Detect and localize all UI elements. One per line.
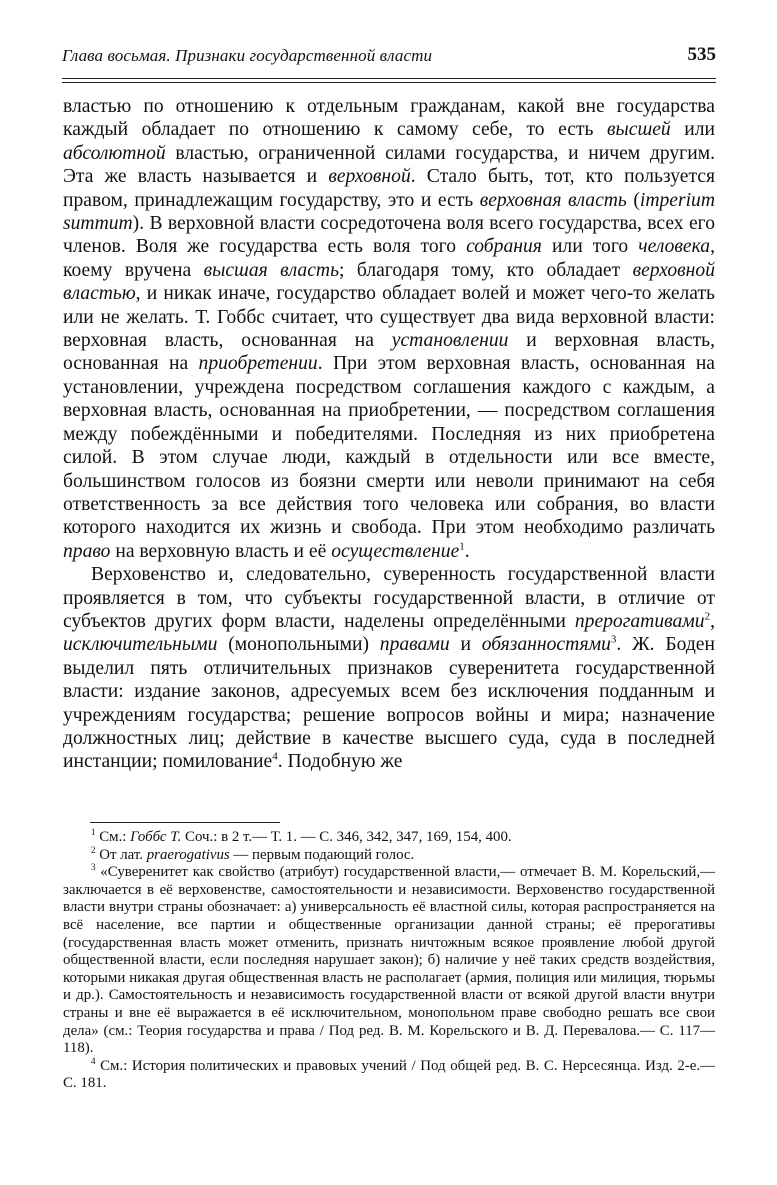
footnote-marker: 3: [91, 862, 96, 873]
text-run: властью, ограниченной силами государства, и ничем другим. Эта же власть называется и: [63, 142, 715, 188]
emphasis-text: прерогативами: [574, 610, 705, 632]
footnote-2: [63, 844, 715, 865]
emphasis-text: imperium summum: [63, 189, 715, 235]
text-run: Соч.: в 2 т.— Т. 1. — С. 346, 342, 347, 169, 154, 400.: [181, 829, 512, 845]
emphasis-text: осуществление: [331, 540, 460, 562]
text-run: или того: [541, 236, 639, 258]
footnote-4: [63, 1055, 715, 1093]
emphasis-text: верховной: [328, 166, 411, 188]
footnote-marker: 2: [91, 844, 96, 855]
chapter-title: Глава восьмая. Признаки государственной власти: [62, 46, 433, 65]
text-run: и верховная власть, основанная на: [63, 330, 715, 375]
text-run: — первым подающий голос.: [229, 846, 415, 863]
emphasis-text: правами: [379, 634, 450, 656]
text-run: .: [464, 540, 470, 562]
emphasis-text: обязанностями: [481, 634, 611, 656]
text-run: (монопольными): [217, 634, 380, 656]
text-run: ,: [710, 610, 715, 632]
emphasis-text: исключительными: [63, 634, 218, 656]
text-run: ). В верховной власти сосредоточена воля всего государства, всех его членов. Воля же государства есть воля того: [63, 213, 715, 258]
text-run: «Суверенитет как свойство (атрибут) государственной власти,— отмечает В. М. Корельский,— заключается в её верховенстве, самостоятельности и независимости. Верховенство государственной власти внутри страны обозначает: а) универсальность её властной силы, которая распространяется на всё население, все партии и общественные организации данной страны; её прерогативы (государственная власть может отменить, признать ничтожным всякое проявление любой другой общественной власти, если последняя нарушает закон); б) наличие у неё таких средств воздействия, которыми никакая другая общественная власть не располагает (армия, полиция или милиция, тюрьмы и др.). Самостоятельность и независимость государственной власти от всякой другой власти внутри страны и вне её выражается в её исключительном, монопольном праве свободно решать все свои дела» (см.: Теория государства и права / Под ред. В. М. Корельского и В. Д. Перевалова.— С. 117—118).: [63, 864, 715, 1057]
text-run: Верховенство и, следовательно, суверенность государственной власти проявляется в том, что субъекты государственной власти, в отличие от субъектов других форм власти, наделены определёнными: [63, 564, 715, 632]
footnote-marker: 3: [610, 633, 617, 646]
footnote-separator: [90, 822, 280, 823]
footnote-marker: 4: [91, 1055, 96, 1066]
header-rule-top: [62, 78, 716, 79]
running-header: [62, 44, 716, 70]
emphasis-text: высшая власть: [203, 259, 339, 281]
text-run: и: [449, 634, 482, 656]
emphasis-text: право: [63, 540, 111, 562]
emphasis-text: приобретении: [198, 353, 318, 375]
emphasis-text: человека: [638, 236, 711, 258]
footnote-marker: 1: [459, 540, 465, 553]
text-run: От лат.: [95, 846, 147, 863]
emphasis-text: высшей: [606, 119, 671, 141]
footnote-marker: 1: [91, 827, 96, 838]
text-run: ; благодаря тому, кто обладает: [339, 259, 633, 281]
page-number: 535: [687, 44, 716, 65]
footnote-marker: 2: [704, 610, 711, 623]
text-run: (: [626, 189, 640, 211]
text-run: на верховную власть и её: [110, 540, 332, 562]
footnote-1: [63, 829, 715, 847]
emphasis-text: собрания: [466, 236, 542, 258]
paragraph-1: [63, 95, 715, 563]
emphasis-text: установлении: [391, 330, 509, 352]
emphasis-text: абсолютной: [63, 142, 166, 164]
paragraph-2: [63, 563, 715, 774]
text-run: . Подобную же: [277, 751, 403, 773]
text-run: . При этом верховная власть, основанная на установлении, учреждена посредством соглашения каждого с каждым, а верховная власть, основанная на приобретении, — посредством соглашения между побеждёнными и победителями. Последняя из них приобретена силой. В этом случае люди, каждый в отдельности или все вместе, большинством голосов из боязни смерти или неволи принимают на себя ответственность за все действия того человека или собрания, во власти которого находится их жизнь и свобода. При этом необходимо различать: [63, 353, 715, 539]
text-run: , коему вручена: [63, 236, 715, 281]
footnote-marker: 4: [272, 750, 278, 763]
text-run: . Стало быть, тот, кто пользуется правом, принадлежащим государству, это и есть: [63, 166, 715, 211]
emphasis-text: верховная власть: [479, 189, 627, 211]
emphasis-text: Гоббс Т.: [130, 829, 182, 845]
emphasis-text: praerogativus: [146, 846, 230, 863]
text-run: , и никак иначе, государство обладает волей и может чего-то желать или не желать. Т. Гоббс считает, что существует два вида верховной власти: верховная власть, основанная на: [63, 283, 715, 352]
footnote-3: [63, 864, 715, 1058]
text-run: См.:: [95, 829, 131, 845]
text-run: См.: История политических и правовых учений / Под общей ред. В. С. Нерсесянца. Изд. 2-е.— С. 181.: [63, 1057, 715, 1092]
text-run: властью по отношению к отдельным гражданам, какой вне государства каждый обладает по отношению к самому себе, то есть: [63, 96, 715, 141]
main-text: [63, 95, 715, 774]
footnotes: [63, 829, 715, 1093]
header-rule-bottom: [62, 82, 716, 83]
text-run: или: [670, 119, 715, 141]
text-run: . Ж. Боден выделил пять отличительных признаков суверенитета государственной власти: издание законов, адресуемых всем без исключения подданным и учреждениям государства; решение вопросов войны и мира; назначение должностных лиц; действие в качестве высшего суда, суда в последней инстанции; помилование: [63, 634, 715, 773]
emphasis-text: верховной властью: [63, 259, 715, 305]
